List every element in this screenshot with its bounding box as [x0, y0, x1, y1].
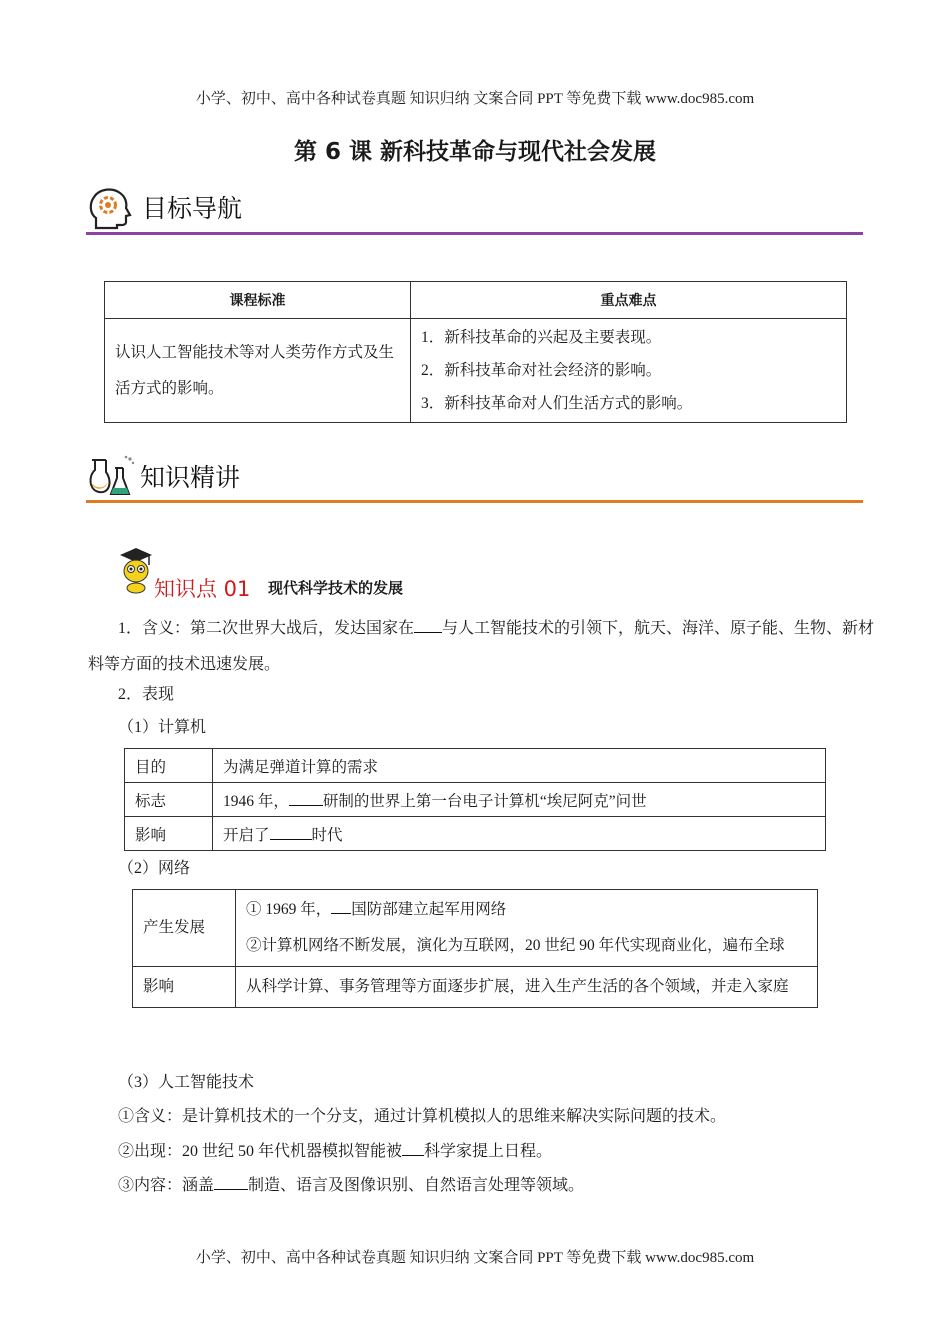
- section-title-goals: 目标导航: [142, 194, 243, 223]
- section-title-knowledge: 知识精讲: [140, 463, 241, 492]
- row-text: ① 1969 年，: [246, 901, 332, 918]
- goals-standard-cell: 认识人工智能技术等对人类劳作方式及生活方式的影响。: [105, 319, 411, 423]
- knowledge-point-label: 知识点 01: [154, 577, 251, 601]
- row-label: 影响: [125, 817, 213, 851]
- section-divider: [86, 500, 863, 503]
- fill-blank[interactable]: [214, 1173, 248, 1190]
- row-text: 国防部建立起军用网络: [351, 901, 507, 918]
- lesson-title: 第 6 课 新科技革命与现代社会发展: [293, 139, 657, 165]
- network-line: ②计算机网络不断发展，演化为互联网，20 世纪 90 年代实现商业化，遍布全球: [246, 937, 785, 954]
- list-heading: 2．表现: [118, 686, 175, 703]
- page-footer: 小学、初中、高中各种试卷真题 知识归纳 文案合同 PPT 等免费下载 www.doc985.com: [195, 1250, 755, 1266]
- ai-text: 制造、语言及图像识别、自然语言处理等领域。: [248, 1177, 585, 1194]
- ai-definition: ①含义：是计算机技术的一个分支，通过计算机模拟人的思维来解决实际问题的技术。: [118, 1108, 727, 1125]
- keypoint-item: 3．新科技革命对人们生活方式的影响。: [421, 395, 693, 412]
- row-label: 影响: [133, 967, 236, 1008]
- page-header: 小学、初中、高中各种试卷真题 知识归纳 文案合同 PPT 等免费下载 www.doc985.com: [195, 91, 755, 107]
- fill-blank[interactable]: [402, 1139, 424, 1156]
- row-text: 开启了: [223, 826, 270, 844]
- row-text: 1946 年，: [223, 792, 289, 810]
- row-text: 时代: [311, 826, 343, 844]
- flask-icon: [86, 454, 136, 502]
- row-label: 产生发展: [133, 890, 236, 967]
- row-label: 目的: [125, 749, 213, 783]
- subsection-ai: （3）人工智能技术: [118, 1074, 255, 1091]
- fill-blank[interactable]: [270, 823, 312, 840]
- goals-table: [104, 281, 847, 423]
- ai-origin: [118, 1139, 552, 1164]
- row-value: 为满足弹道计算的需求: [213, 749, 826, 783]
- fill-blank[interactable]: [289, 789, 323, 806]
- network-table: [132, 889, 818, 1008]
- row-label: 标志: [125, 783, 213, 817]
- definition-text: 与人工智能技术的引领下，航天、海洋、原子能、生物、新材料等方面的技术迅速发展。: [88, 620, 875, 673]
- fill-blank[interactable]: [414, 616, 442, 633]
- head-gear-icon: [86, 184, 134, 232]
- row-value: 从科学计算、事务管理等方面逐步扩展，进入生产生活的各个领域，并走入家庭: [236, 967, 818, 1008]
- row-value: [213, 817, 826, 851]
- keypoint-item: 2．新科技革命对社会经济的影响。: [421, 362, 662, 379]
- definition-paragraph: [88, 611, 878, 683]
- ai-content: [118, 1173, 584, 1198]
- goals-header-keypoints: 重点难点: [411, 282, 847, 319]
- ai-text: ③内容：涵盖: [118, 1177, 215, 1194]
- network-line: [246, 892, 807, 928]
- definition-text: 1．含义：第二次世界大战后，发达国家在: [118, 620, 415, 637]
- fill-blank[interactable]: [331, 897, 351, 914]
- keypoint-item: 1．新科技革命的兴起及主要表现。: [421, 329, 662, 346]
- graduate-mascot-icon: [116, 545, 156, 595]
- section-divider: [86, 232, 863, 235]
- goals-header-standard: 课程标准: [105, 282, 411, 319]
- row-value: [236, 890, 818, 967]
- subsection-computer: （1）计算机: [118, 719, 207, 736]
- row-text: 研制的世界上第一台电子计算机“埃尼阿克”问世: [322, 792, 647, 810]
- subsection-network: （2）网络: [118, 860, 191, 877]
- knowledge-point-subtitle: 现代科学技术的发展: [268, 579, 404, 597]
- computer-table: [124, 748, 826, 851]
- ai-text: 科学家提上日程。: [424, 1143, 553, 1160]
- ai-text: ②出现：20 世纪 50 年代机器模拟智能被: [118, 1143, 403, 1160]
- row-value: [213, 783, 826, 817]
